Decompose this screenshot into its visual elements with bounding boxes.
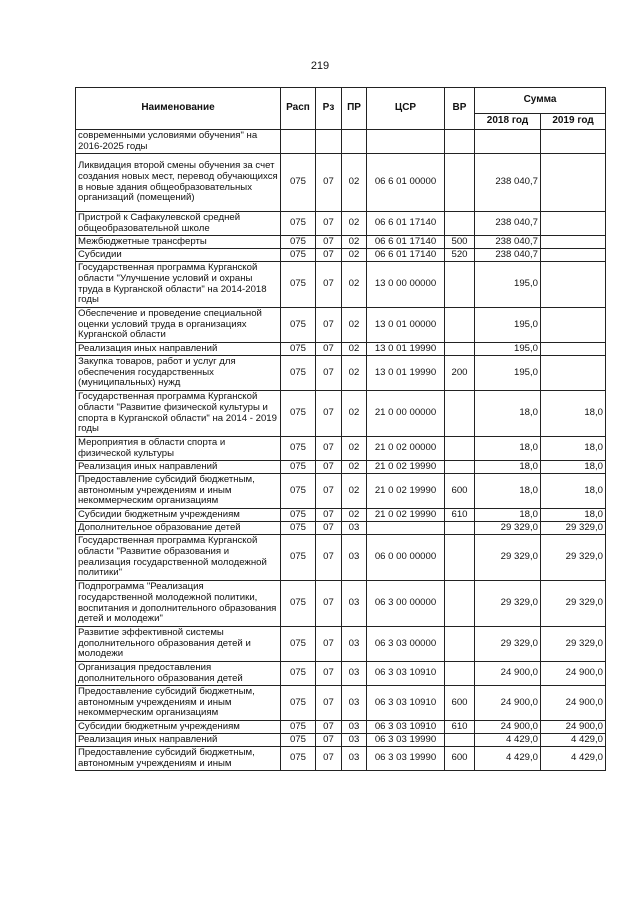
- cell-y2019: 18,0: [541, 391, 606, 437]
- cell-pr: 03: [342, 581, 367, 627]
- cell-name: Пристрой к Сафакулевской средней общеобразовательной школе: [76, 212, 281, 236]
- cell-vr: 520: [445, 249, 475, 262]
- cell-y2019: 24 900,0: [541, 721, 606, 734]
- table-row: [76, 535, 606, 581]
- cell-csr: 06 3 00 00000: [367, 581, 445, 627]
- cell-pr: 02: [342, 262, 367, 308]
- cell-name: Подпрограмма "Реализация государственной молодежной политики, воспитания и дополнительного образования детей и молодежи": [76, 581, 281, 627]
- cell-rz: 07: [316, 154, 342, 212]
- cell-rasp: 075: [281, 343, 316, 356]
- cell-pr: 03: [342, 747, 367, 771]
- cell-pr: 03: [342, 522, 367, 535]
- cell-y2019: [541, 236, 606, 249]
- cell-vr: [445, 391, 475, 437]
- cell-vr: [445, 343, 475, 356]
- cell-name: Дополнительное образование детей: [76, 522, 281, 535]
- cell-vr: [445, 535, 475, 581]
- cell-rz: 07: [316, 522, 342, 535]
- header-name: Наименование: [76, 88, 281, 130]
- cell-y2018: 4 429,0: [475, 734, 541, 747]
- cell-y2019: 29 329,0: [541, 627, 606, 662]
- table-row: [76, 747, 606, 771]
- cell-csr: 06 3 03 10910: [367, 662, 445, 686]
- cell-csr: 13 0 01 19990: [367, 343, 445, 356]
- cell-rz: 07: [316, 734, 342, 747]
- cell-pr: 02: [342, 236, 367, 249]
- cell-rz: 07: [316, 509, 342, 522]
- table-row: [76, 154, 606, 212]
- cell-y2018: 18,0: [475, 437, 541, 461]
- cell-rz: 07: [316, 474, 342, 509]
- cell-rz: 07: [316, 212, 342, 236]
- cell-pr: 02: [342, 212, 367, 236]
- cell-vr: [445, 308, 475, 343]
- cell-y2018: 238 040,7: [475, 154, 541, 212]
- cell-pr: 02: [342, 474, 367, 509]
- cell-csr: 06 3 03 10910: [367, 686, 445, 721]
- cell-vr: 200: [445, 356, 475, 391]
- cell-y2018: 195,0: [475, 356, 541, 391]
- table-row: [76, 474, 606, 509]
- cell-rasp: 075: [281, 535, 316, 581]
- cell-vr: 600: [445, 474, 475, 509]
- cell-pr: 03: [342, 627, 367, 662]
- cell-y2018: 238 040,7: [475, 249, 541, 262]
- header-2019: 2019 год: [541, 114, 606, 130]
- cell-rz: 07: [316, 721, 342, 734]
- cell-y2019: 4 429,0: [541, 734, 606, 747]
- cell-name: Государственная программа Курганской области "Улучшение условий и охраны труда в Курганской области" на 2014-2018 годы: [76, 262, 281, 308]
- cell-rz: 07: [316, 686, 342, 721]
- cell-pr: 02: [342, 509, 367, 522]
- cell-rasp: 075: [281, 627, 316, 662]
- cell-y2019: [541, 308, 606, 343]
- cell-name: Межбюджетные трансферты: [76, 236, 281, 249]
- cell-vr: [445, 437, 475, 461]
- cell-pr: 02: [342, 391, 367, 437]
- cell-name: Закупка товаров, работ и услуг для обеспечения государственных (муниципальных) нужд: [76, 356, 281, 391]
- cell-vr: [445, 734, 475, 747]
- cell-rasp: 075: [281, 249, 316, 262]
- cell-name: Реализация иных направлений: [76, 343, 281, 356]
- cell-rz: 07: [316, 249, 342, 262]
- cell-name: Государственная программа Курганской области "Развитие образования и реализация государственной молодежной политики": [76, 535, 281, 581]
- cell-name: Ликвидация второй смены обучения за счет создания новых мест, перевод обучающихся в новые здания общеобразовательных организаций (помещений): [76, 154, 281, 212]
- cell-csr: 13 0 01 19990: [367, 356, 445, 391]
- cell-pr: 03: [342, 686, 367, 721]
- cell-csr: 21 0 02 19990: [367, 509, 445, 522]
- cell-name: Государственная программа Курганской области "Развитие физической культуры и спорта в Курганской области" на 2014 - 2019 годы: [76, 391, 281, 437]
- table-row: [76, 522, 606, 535]
- cell-pr: 03: [342, 721, 367, 734]
- cell-y2018: 18,0: [475, 461, 541, 474]
- cell-y2018: 29 329,0: [475, 627, 541, 662]
- table-row: [76, 509, 606, 522]
- cell-rasp: 075: [281, 474, 316, 509]
- cell-pr: 02: [342, 461, 367, 474]
- cell-rasp: 075: [281, 747, 316, 771]
- header-2018: 2018 год: [475, 114, 541, 130]
- cell-name: Предоставление субсидий бюджетным, автономным учреждениям и иным: [76, 747, 281, 771]
- cell-rz: 07: [316, 308, 342, 343]
- cell-y2019: [541, 356, 606, 391]
- cell-y2018: 18,0: [475, 391, 541, 437]
- table-row: [76, 734, 606, 747]
- cell-vr: 600: [445, 686, 475, 721]
- cell-y2018: 195,0: [475, 343, 541, 356]
- table-row: [76, 461, 606, 474]
- cell-csr: 06 3 03 00000: [367, 627, 445, 662]
- table-row: [76, 662, 606, 686]
- cell-y2019: [541, 249, 606, 262]
- header-rz: Рз: [316, 88, 342, 130]
- table-row: [76, 627, 606, 662]
- cell-y2019: 24 900,0: [541, 662, 606, 686]
- cell-name: Реализация иных направлений: [76, 734, 281, 747]
- cell-rz: 07: [316, 627, 342, 662]
- cell-csr: 06 3 03 10910: [367, 721, 445, 734]
- cell-rz: [316, 130, 342, 154]
- cell-y2019: 29 329,0: [541, 535, 606, 581]
- cell-name: Организация предоставления дополнительного образования детей: [76, 662, 281, 686]
- table-body: [76, 130, 606, 771]
- cell-vr: 610: [445, 509, 475, 522]
- cell-y2018: 238 040,7: [475, 212, 541, 236]
- cell-rasp: 075: [281, 581, 316, 627]
- cell-y2019: 18,0: [541, 509, 606, 522]
- cell-pr: 03: [342, 734, 367, 747]
- cell-name: Развитие эффективной системы дополнительного образования детей и молодежи: [76, 627, 281, 662]
- cell-name: Субсидии: [76, 249, 281, 262]
- cell-name: Субсидии бюджетным учреждениям: [76, 509, 281, 522]
- table-row: [76, 308, 606, 343]
- cell-y2019: 4 429,0: [541, 747, 606, 771]
- table-row: [76, 262, 606, 308]
- cell-y2018: 18,0: [475, 509, 541, 522]
- table-row: [76, 343, 606, 356]
- cell-csr: [367, 522, 445, 535]
- cell-y2019: 18,0: [541, 474, 606, 509]
- cell-rasp: 075: [281, 154, 316, 212]
- cell-name: Обеспечение и проведение специальной оценки условий труда в организациях Курганской области: [76, 308, 281, 343]
- cell-pr: 02: [342, 437, 367, 461]
- cell-vr: 610: [445, 721, 475, 734]
- header-csr: ЦСР: [367, 88, 445, 130]
- cell-y2018: 24 900,0: [475, 721, 541, 734]
- cell-pr: 03: [342, 662, 367, 686]
- table-row: [76, 437, 606, 461]
- cell-name: современными условиями обучения" на 2016-2025 годы: [76, 130, 281, 154]
- cell-y2018: 195,0: [475, 308, 541, 343]
- cell-y2019: [541, 130, 606, 154]
- cell-y2019: [541, 212, 606, 236]
- header-sum: Сумма: [475, 88, 606, 114]
- cell-y2018: 238 040,7: [475, 236, 541, 249]
- table-row: [76, 356, 606, 391]
- cell-pr: 02: [342, 343, 367, 356]
- cell-y2019: 29 329,0: [541, 581, 606, 627]
- cell-csr: 06 6 01 00000: [367, 154, 445, 212]
- cell-vr: [445, 662, 475, 686]
- cell-rasp: 075: [281, 509, 316, 522]
- header-rasp: Расп: [281, 88, 316, 130]
- table-row: [76, 212, 606, 236]
- cell-rasp: 075: [281, 461, 316, 474]
- cell-rasp: [281, 130, 316, 154]
- cell-rasp: 075: [281, 308, 316, 343]
- header-pr: ПР: [342, 88, 367, 130]
- cell-rasp: 075: [281, 236, 316, 249]
- cell-name: Мероприятия в области спорта и физической культуры: [76, 437, 281, 461]
- cell-csr: [367, 130, 445, 154]
- cell-y2018: 29 329,0: [475, 535, 541, 581]
- cell-name: Реализация иных направлений: [76, 461, 281, 474]
- cell-pr: [342, 130, 367, 154]
- cell-rz: 07: [316, 356, 342, 391]
- cell-csr: 06 6 01 17140: [367, 249, 445, 262]
- cell-rasp: 075: [281, 212, 316, 236]
- cell-rasp: 075: [281, 662, 316, 686]
- cell-y2019: 18,0: [541, 461, 606, 474]
- cell-name: Предоставление субсидий бюджетным, автономным учреждениям и иным некоммерческим организациям: [76, 686, 281, 721]
- cell-name: Субсидии бюджетным учреждениям: [76, 721, 281, 734]
- cell-pr: 03: [342, 535, 367, 581]
- cell-csr: 21 0 00 00000: [367, 391, 445, 437]
- cell-y2018: 18,0: [475, 474, 541, 509]
- table-row: [76, 249, 606, 262]
- cell-vr: [445, 130, 475, 154]
- cell-y2019: [541, 154, 606, 212]
- cell-rasp: 075: [281, 262, 316, 308]
- cell-rasp: 075: [281, 391, 316, 437]
- cell-vr: [445, 581, 475, 627]
- cell-y2018: 24 900,0: [475, 662, 541, 686]
- cell-vr: [445, 262, 475, 308]
- cell-y2018: 29 329,0: [475, 522, 541, 535]
- cell-rz: 07: [316, 581, 342, 627]
- cell-vr: [445, 627, 475, 662]
- cell-rz: 07: [316, 461, 342, 474]
- cell-rz: 07: [316, 262, 342, 308]
- table-row: [76, 721, 606, 734]
- cell-y2019: [541, 343, 606, 356]
- cell-y2018: 29 329,0: [475, 581, 541, 627]
- cell-rasp: 075: [281, 734, 316, 747]
- cell-pr: 02: [342, 249, 367, 262]
- cell-y2019: 24 900,0: [541, 686, 606, 721]
- cell-csr: 06 3 03 19990: [367, 734, 445, 747]
- cell-rz: 07: [316, 535, 342, 581]
- cell-vr: [445, 154, 475, 212]
- cell-rz: 07: [316, 236, 342, 249]
- cell-csr: 06 6 01 17140: [367, 212, 445, 236]
- cell-rz: 07: [316, 437, 342, 461]
- cell-rasp: 075: [281, 721, 316, 734]
- cell-csr: 06 0 00 00000: [367, 535, 445, 581]
- cell-vr: [445, 212, 475, 236]
- cell-rasp: 075: [281, 437, 316, 461]
- header-row: [76, 88, 606, 114]
- table-row: [76, 130, 606, 154]
- cell-y2018: 4 429,0: [475, 747, 541, 771]
- cell-csr: 21 0 02 00000: [367, 437, 445, 461]
- cell-y2018: 24 900,0: [475, 686, 541, 721]
- cell-rz: 07: [316, 747, 342, 771]
- cell-csr: 21 0 02 19990: [367, 474, 445, 509]
- cell-rasp: 075: [281, 356, 316, 391]
- cell-csr: 06 6 01 17140: [367, 236, 445, 249]
- cell-vr: [445, 461, 475, 474]
- cell-rz: 07: [316, 662, 342, 686]
- cell-y2019: 29 329,0: [541, 522, 606, 535]
- cell-vr: [445, 522, 475, 535]
- page-number: 219: [310, 60, 330, 72]
- cell-y2018: 195,0: [475, 262, 541, 308]
- table-row: [76, 236, 606, 249]
- cell-y2019: [541, 262, 606, 308]
- cell-rasp: 075: [281, 522, 316, 535]
- table-row: [76, 686, 606, 721]
- cell-rz: 07: [316, 391, 342, 437]
- cell-csr: 06 3 03 19990: [367, 747, 445, 771]
- table-row: [76, 391, 606, 437]
- header-vr: ВР: [445, 88, 475, 130]
- cell-y2019: 18,0: [541, 437, 606, 461]
- cell-rz: 07: [316, 343, 342, 356]
- cell-vr: 500: [445, 236, 475, 249]
- cell-name: Предоставление субсидий бюджетным, автономным учреждениям и иным некоммерческим организациям: [76, 474, 281, 509]
- cell-vr: 600: [445, 747, 475, 771]
- cell-csr: 13 0 00 00000: [367, 262, 445, 308]
- cell-rasp: 075: [281, 686, 316, 721]
- table-row: [76, 581, 606, 627]
- budget-table: [75, 87, 606, 771]
- cell-csr: 13 0 01 00000: [367, 308, 445, 343]
- cell-csr: 21 0 02 19990: [367, 461, 445, 474]
- cell-pr: 02: [342, 308, 367, 343]
- cell-y2018: [475, 130, 541, 154]
- cell-pr: 02: [342, 356, 367, 391]
- cell-pr: 02: [342, 154, 367, 212]
